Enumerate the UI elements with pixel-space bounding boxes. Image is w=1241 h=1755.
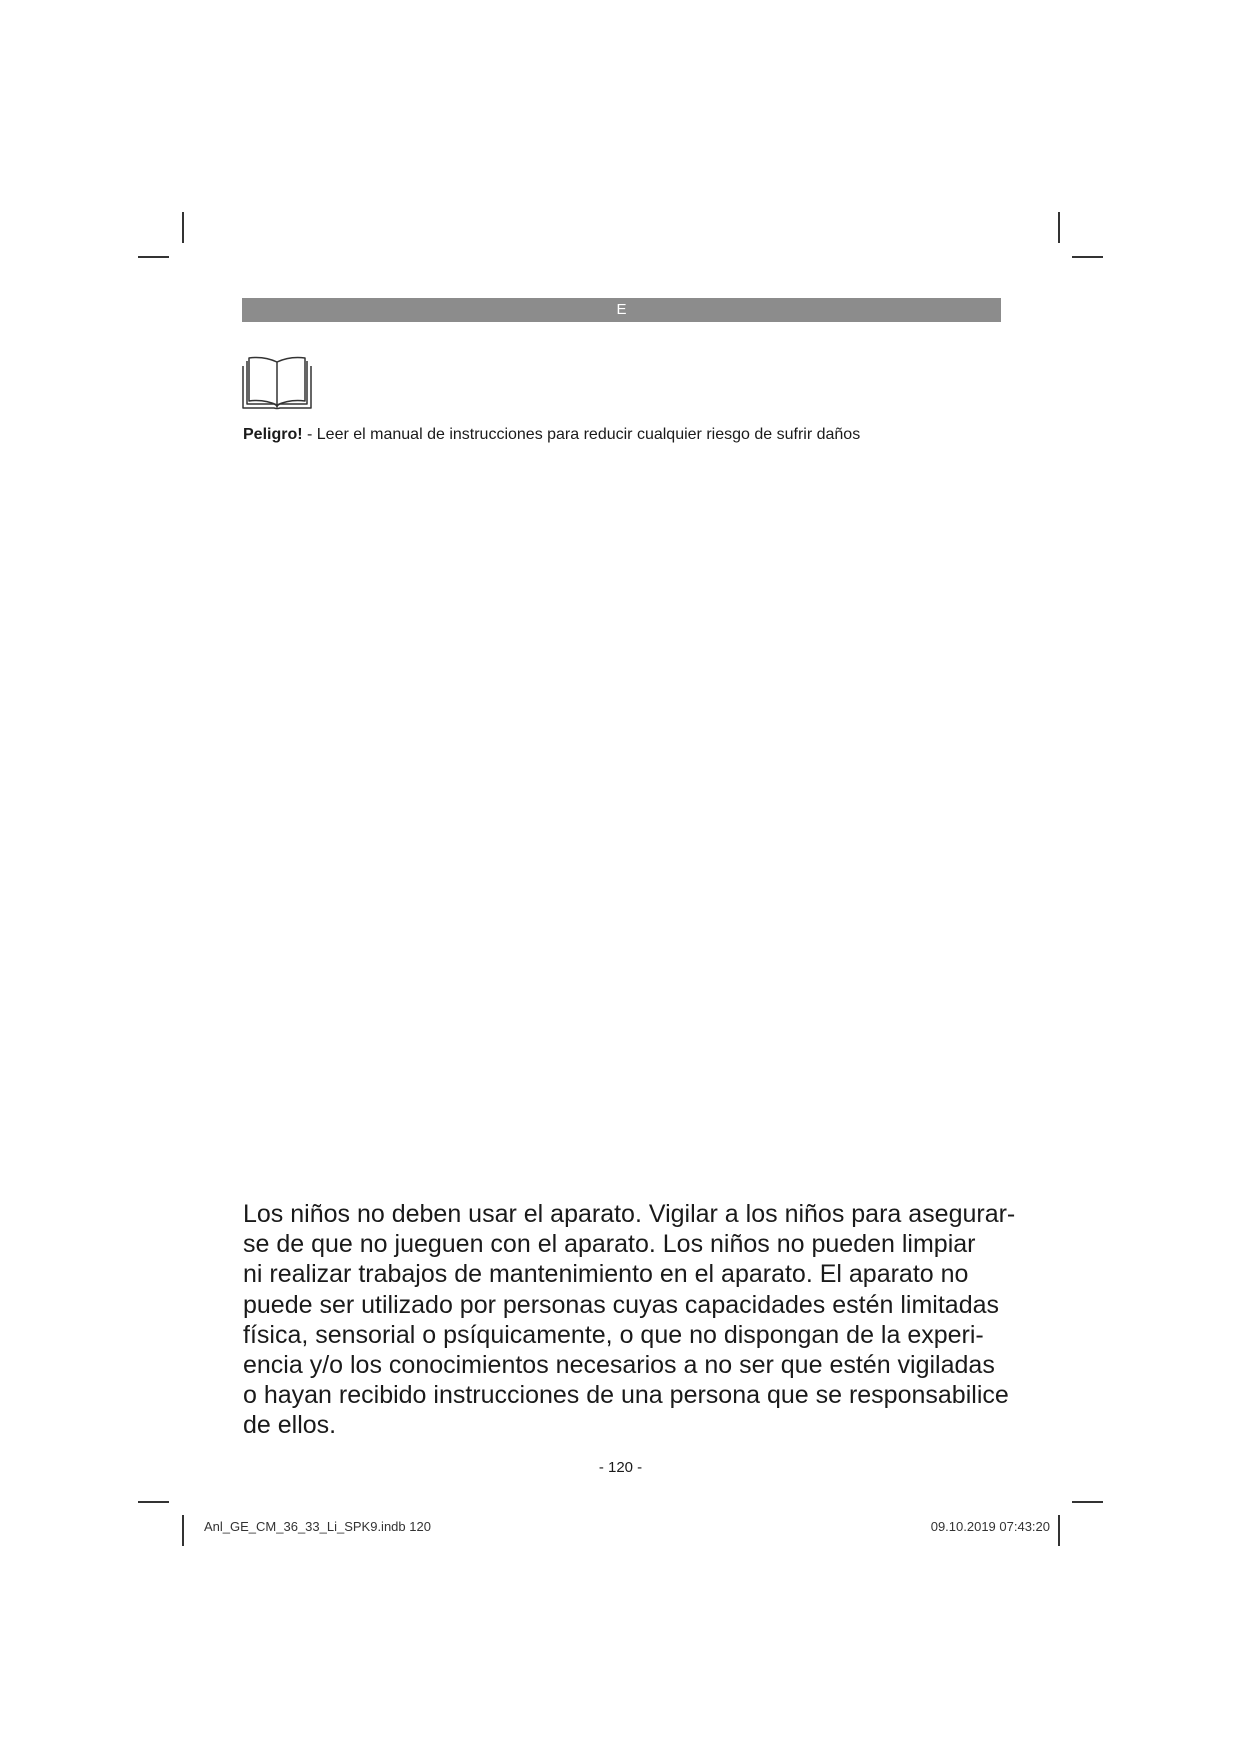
crop-mark [138,1501,169,1503]
warning-text: - Leer el manual de instrucciones para reducir cualquier riesgo de sufrir daños [302,426,861,443]
crop-mark [1072,256,1103,258]
crop-mark [1058,1515,1060,1546]
main-paragraph [243,1199,1016,1441]
language-header-bar: E [242,298,1001,322]
warning-label: Peligro! [243,426,303,443]
crop-mark [182,212,184,243]
paragraph-line: se de que no jueguen con el aparato. Los niños no pueden limpiar [243,1230,976,1259]
paragraph-line: Los niños no deben usar el aparato. Vigilar a los niños para asegurar- [243,1200,1016,1228]
paragraph-line: física, sensorial o psíquicamente, o que no dispongan de la experi- [243,1320,984,1349]
crop-mark [138,256,169,258]
crop-mark [1072,1501,1103,1503]
paragraph-line: de ellos. [243,1411,337,1440]
paragraph-line: ni realizar trabajos de mantenimiento en el aparato. El aparato no [243,1260,969,1289]
warning-note [243,425,860,445]
paragraph-line: encia y/o los conocimientos necesarios a no ser que estén vigiladas [243,1351,995,1380]
footer-file-info: Anl_GE_CM_36_33_Li_SPK9.indb 120 [204,1519,431,1534]
crop-mark [182,1515,184,1546]
paragraph-line: o hayan recibido instrucciones de una persona que se responsabilice [243,1381,1009,1410]
footer-timestamp: 09.10.2019 07:43:20 [930,1519,1050,1534]
open-book-icon [240,356,314,410]
paragraph-line: puede ser utilizado por personas cuyas capacidades estén limitadas [243,1290,1000,1319]
crop-mark [1058,212,1060,243]
page-number: - 120 - [598,1459,643,1476]
